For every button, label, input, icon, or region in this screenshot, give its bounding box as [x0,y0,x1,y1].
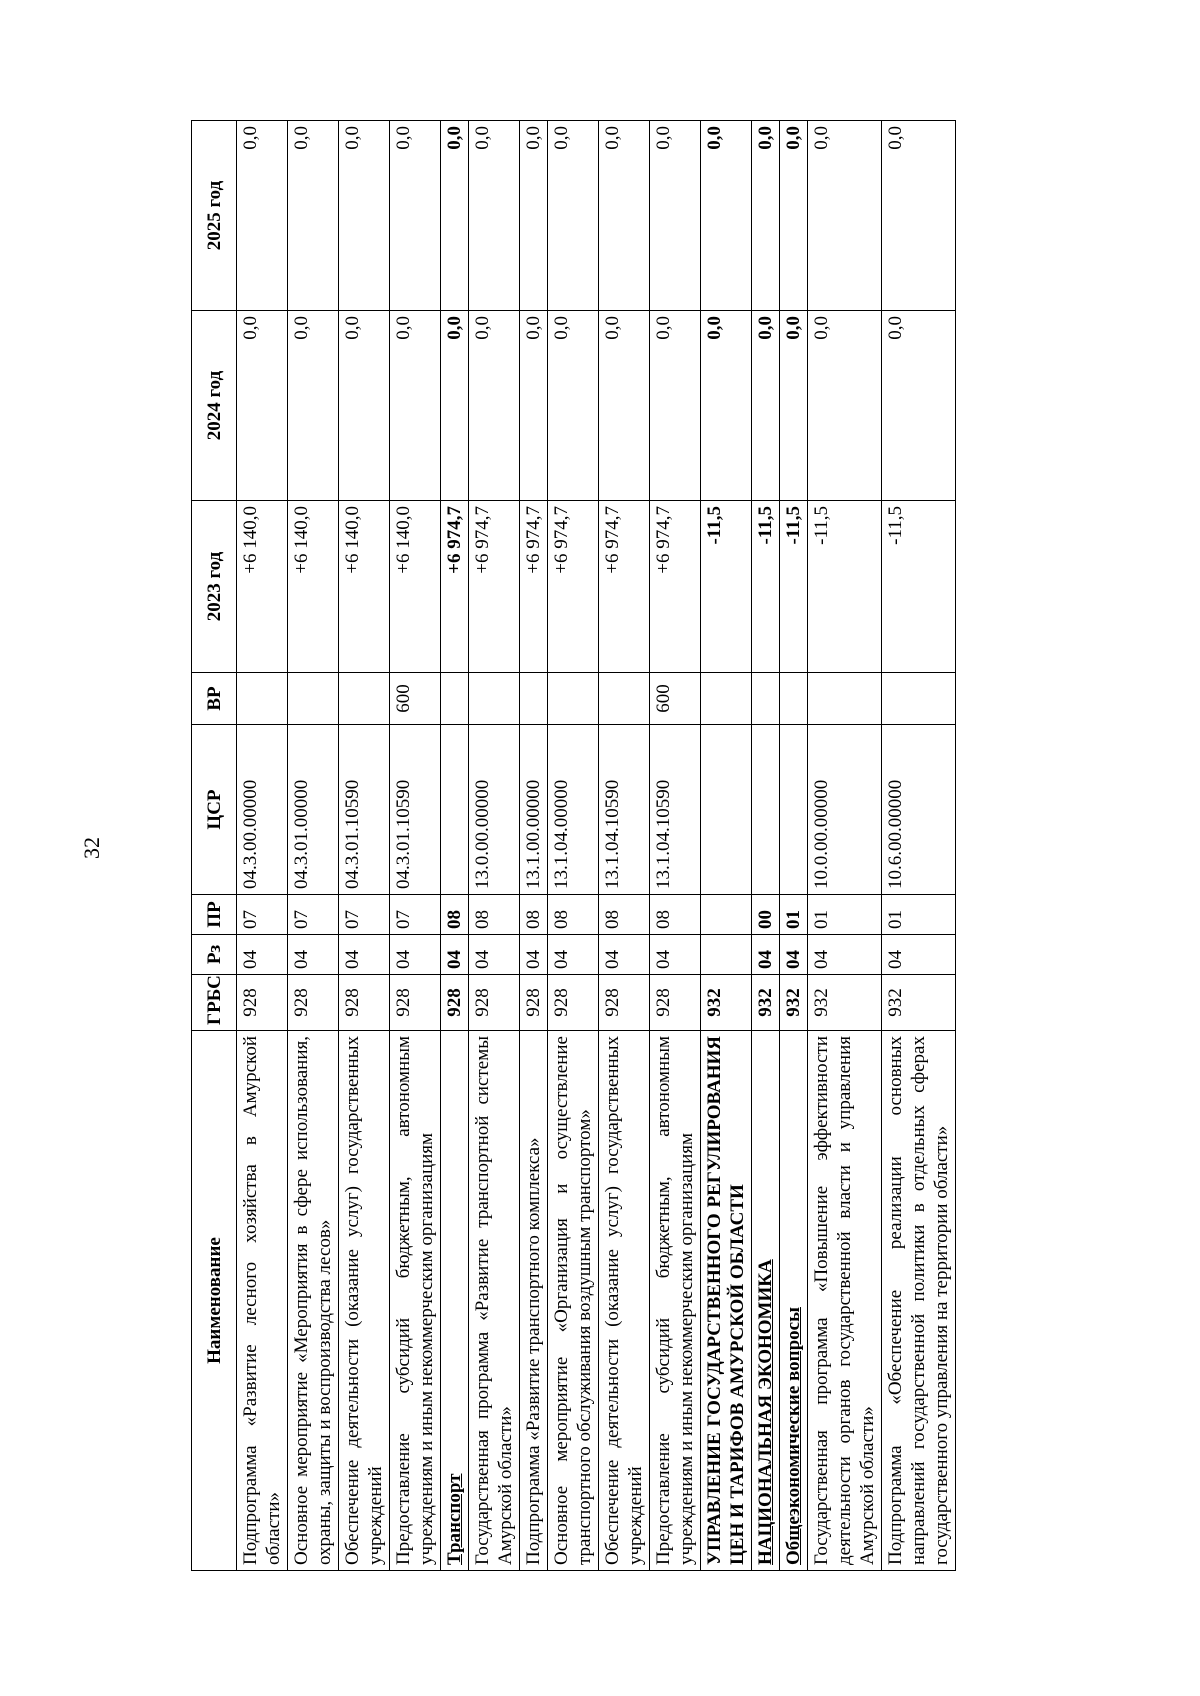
table-row [441,121,469,1571]
cell-csr: 04.3.01.10590 [339,725,390,895]
table-row [520,121,548,1571]
cell-pr: 00 [752,895,780,935]
cell-name: Подпрограмма «Обеспечение реализации основных направлений государственной политики в отдельных сферах государственного управления на территории области» [882,1031,956,1571]
cell-vr [237,673,288,725]
cell-rz: 04 [520,935,548,975]
cell-2024: 0,0 [469,311,520,501]
cell-pr: 08 [650,895,701,935]
cell-2024: 0,0 [520,311,548,501]
cell-2023: +6 974,7 [650,501,701,673]
cell-csr: 13.1.04.00000 [548,725,599,895]
cell-2025: 0,0 [520,121,548,311]
cell-vr [752,673,780,725]
cell-2023: +6 974,7 [599,501,650,673]
cell-2025: 0,0 [441,121,469,311]
cell-2023: -11,5 [808,501,882,673]
cell-csr: 04.3.01.00000 [288,725,339,895]
table-row [237,121,288,1571]
cell-name: Подпрограмма «Развитие лесного хозяйства в Амурской области» [237,1031,288,1571]
header-2025: 2025 год [192,121,237,311]
table-header-row [192,121,237,1571]
cell-rz: 04 [441,935,469,975]
cell-2024: 0,0 [752,311,780,501]
cell-vr [548,673,599,725]
cell-2023: +6 974,7 [548,501,599,673]
budget-table-sheet [191,121,989,1571]
cell-rz [701,935,752,975]
cell-grbs: 928 [339,975,390,1031]
table-body [237,121,956,1571]
cell-vr [520,673,548,725]
cell-2023: +6 140,0 [237,501,288,673]
table-row [548,121,599,1571]
cell-csr: 04.3.00.00000 [237,725,288,895]
cell-csr: 10.0.00.00000 [808,725,882,895]
header-name: Наименование [192,1031,237,1571]
cell-csr [441,725,469,895]
cell-pr: 08 [599,895,650,935]
cell-csr: 13.1.00.00000 [520,725,548,895]
cell-grbs: 928 [650,975,701,1031]
cell-2023: +6 140,0 [390,501,441,673]
cell-pr: 01 [780,895,808,935]
cell-name: Общеэкономические вопросы [780,1031,808,1571]
cell-vr [339,673,390,725]
cell-pr: 08 [469,895,520,935]
cell-pr: 08 [441,895,469,935]
cell-rz: 04 [469,935,520,975]
cell-2025: 0,0 [237,121,288,311]
cell-pr: 08 [520,895,548,935]
cell-2024: 0,0 [780,311,808,501]
cell-2023: +6 140,0 [339,501,390,673]
cell-grbs: 928 [237,975,288,1031]
cell-2025: 0,0 [701,121,752,311]
cell-grbs: 928 [288,975,339,1031]
cell-vr: 600 [650,673,701,725]
cell-csr [752,725,780,895]
cell-vr [780,673,808,725]
cell-rz: 04 [390,935,441,975]
cell-2025: 0,0 [808,121,882,311]
cell-2024: 0,0 [808,311,882,501]
cell-2025: 0,0 [599,121,650,311]
cell-name: Обеспечение деятельности (оказание услуг) государственных учреждений [339,1031,390,1571]
cell-pr: 07 [237,895,288,935]
cell-pr: 07 [339,895,390,935]
cell-rz: 04 [237,935,288,975]
cell-rz: 04 [650,935,701,975]
cell-pr: 01 [808,895,882,935]
cell-csr [780,725,808,895]
table-row [469,121,520,1571]
cell-2024: 0,0 [288,311,339,501]
cell-name: Государственная программа «Развитие транспортной системы Амурской области» [469,1031,520,1571]
table-row [752,121,780,1571]
cell-csr [701,725,752,895]
budget-table [191,120,956,1571]
cell-pr: 01 [882,895,956,935]
cell-2024: 0,0 [390,311,441,501]
header-rz: Рз [192,935,237,975]
cell-2024: 0,0 [237,311,288,501]
header-csr: ЦСР [192,725,237,895]
cell-2023: +6 974,7 [441,501,469,673]
cell-name: УПРАВЛЕНИЕ ГОСУДАРСТВЕННОГО РЕГУЛИРОВАНИЯ ЦЕН И ТАРИФОВ АМУРСКОЙ ОБЛАСТИ [701,1031,752,1571]
cell-vr [808,673,882,725]
cell-rz: 04 [752,935,780,975]
cell-2025: 0,0 [288,121,339,311]
cell-name: Обеспечение деятельности (оказание услуг) государственных учреждений [599,1031,650,1571]
cell-csr: 13.1.04.10590 [599,725,650,895]
table-row [780,121,808,1571]
table-row [808,121,882,1571]
cell-2024: 0,0 [882,311,956,501]
cell-rz: 04 [548,935,599,975]
cell-name: НАЦИОНАЛЬНАЯ ЭКОНОМИКА [752,1031,780,1571]
table-row [339,121,390,1571]
cell-2024: 0,0 [701,311,752,501]
header-2024: 2024 год [192,311,237,501]
cell-2025: 0,0 [752,121,780,311]
cell-grbs: 932 [701,975,752,1031]
cell-vr [701,673,752,725]
header-2023: 2023 год [192,501,237,673]
cell-grbs: 932 [882,975,956,1031]
cell-name: Основное мероприятие «Организация и осуществление транспортного обслуживания воздушным транспортом» [548,1031,599,1571]
cell-2025: 0,0 [882,121,956,311]
cell-csr: 10.6.00.00000 [882,725,956,895]
cell-2023: -11,5 [701,501,752,673]
cell-grbs: 928 [441,975,469,1031]
cell-name: Предоставление субсидий бюджетным, автономным учреждениям и иным некоммерческим организациям [390,1031,441,1571]
table-row [599,121,650,1571]
cell-pr: 07 [288,895,339,935]
cell-rz: 04 [882,935,956,975]
cell-2023: +6 974,7 [520,501,548,673]
cell-pr: 08 [548,895,599,935]
table-row [650,121,701,1571]
cell-grbs: 928 [599,975,650,1031]
header-grbs: ГРБС [192,975,237,1031]
cell-vr [288,673,339,725]
cell-2025: 0,0 [548,121,599,311]
cell-pr: 07 [390,895,441,935]
cell-2024: 0,0 [548,311,599,501]
cell-vr [599,673,650,725]
cell-vr: 600 [390,673,441,725]
cell-2023: -11,5 [752,501,780,673]
cell-2023: -11,5 [780,501,808,673]
cell-csr: 04.3.01.10590 [390,725,441,895]
cell-2023: +6 974,7 [469,501,520,673]
cell-name: Основное мероприятие «Мероприятия в сфере использования, охраны, защиты и воспроизводства лесов» [288,1031,339,1571]
cell-grbs: 928 [520,975,548,1031]
cell-name: Подпрограмма «Развитие транспортного комплекса» [520,1031,548,1571]
table-row [288,121,339,1571]
cell-grbs: 932 [752,975,780,1031]
cell-name: Предоставление субсидий бюджетным, автономным учреждениям и иным некоммерческим организациям [650,1031,701,1571]
cell-rz: 04 [808,935,882,975]
cell-vr [882,673,956,725]
cell-2025: 0,0 [650,121,701,311]
cell-2025: 0,0 [339,121,390,311]
cell-2023: -11,5 [882,501,956,673]
cell-2024: 0,0 [599,311,650,501]
cell-2025: 0,0 [469,121,520,311]
cell-csr: 13.1.04.10590 [650,725,701,895]
cell-name: Транспорт [441,1031,469,1571]
cell-name: Государственная программа «Повышение эффективности деятельности органов государственной власти и управления Амурской области» [808,1031,882,1571]
header-vr: ВР [192,673,237,725]
cell-2025: 0,0 [390,121,441,311]
cell-2024: 0,0 [650,311,701,501]
cell-2025: 0,0 [780,121,808,311]
cell-2023: +6 140,0 [288,501,339,673]
cell-csr: 13.0.00.00000 [469,725,520,895]
table-row [390,121,441,1571]
table-row [701,121,752,1571]
cell-rz: 04 [339,935,390,975]
cell-grbs: 928 [548,975,599,1031]
cell-grbs: 932 [808,975,882,1031]
cell-rz: 04 [780,935,808,975]
cell-rz: 04 [288,935,339,975]
cell-grbs: 932 [780,975,808,1031]
cell-vr [441,673,469,725]
cell-grbs: 928 [390,975,441,1031]
page-number: 32 [79,837,104,859]
cell-vr [469,673,520,725]
cell-pr [701,895,752,935]
cell-grbs: 928 [469,975,520,1031]
table-row [882,121,956,1571]
cell-2024: 0,0 [339,311,390,501]
cell-2024: 0,0 [441,311,469,501]
cell-rz: 04 [599,935,650,975]
header-pr: ПР [192,895,237,935]
